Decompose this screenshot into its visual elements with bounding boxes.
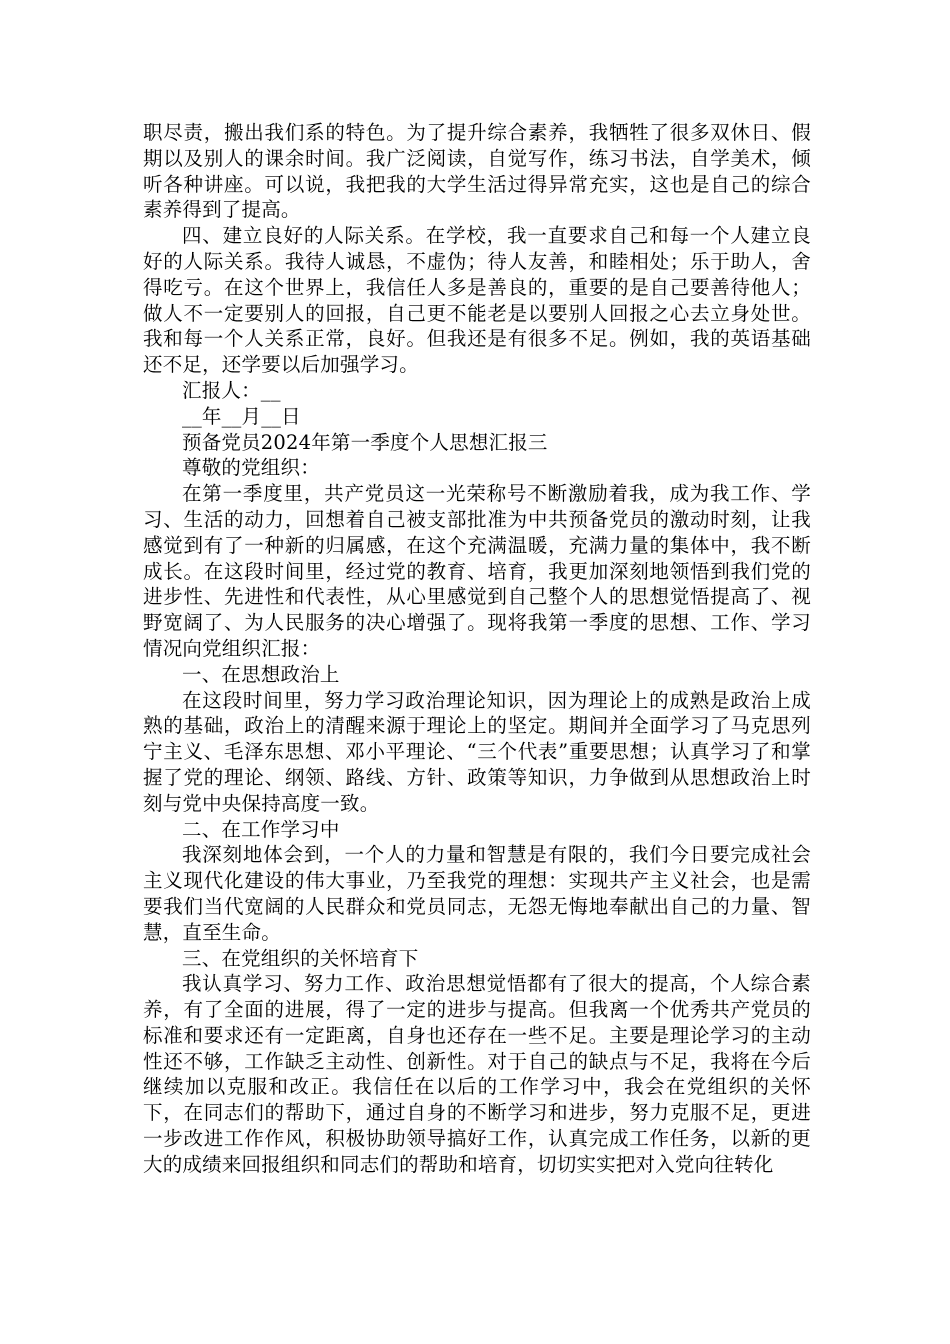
section-heading-care: 三、在党组织的关怀培育下	[182, 946, 419, 970]
salutation: 尊敬的党组织：	[182, 456, 320, 480]
paragraph-interpersonal: 四、建立良好的人际关系。在学校，我一直要求自己和每一个人建立良好的人际关系。我待人诚恳，不虚伪；待人友善，和睦相处；乐于助人，舍得吃亏。在这个世界上，我信任人多是善良的，重要的是自己要善待他人；做人不一定要别人的回报，自己更不能老是以要别人回报之心去立身处世。我和每一个人关系正常，良好。但我还是有很多不足。例如，我的英语基础还不足，还学要以后加强学习。	[143, 224, 811, 377]
reporter-line: 汇报人：__	[182, 378, 281, 402]
report-title: 预备党员2024年第一季度个人思想汇报三	[182, 430, 548, 454]
paragraph-work-study: 我深刻地体会到，一个人的力量和智慧是有限的，我们今日要完成社会主义现代化建设的伟大事业，乃至我党的理想：实现共产主义社会，也是需要我们当代宽阔的人民群众和党员同志，无怨无悔地奉献出自己的力量、智慧，直至生命。	[143, 843, 811, 944]
paragraph-care: 我认真学习、努力工作、政治思想觉悟都有了很大的提高，个人综合素养，有了全面的进展，得了一定的进步与提高。但我离一个优秀共产党员的标准和要求还有一定距离，自身也还存在一些不足。主要是理论学习的主动性还不够，工作缺乏主动性、创新性。对于自己的缺点与不足，我将在今后继续加以克服和改正。我信任在以后的工作学习中，我会在党组织的关怀下，在同志们的帮助下，通过自身的不断学习和进步，努力克服不足，更进一步改进工作作风，积极协助领导搞好工作，认真完成工作任务，以新的更大的成绩来回报组织和同志们的帮助和培育，切切实实把对入党向往转化	[143, 972, 811, 1176]
document-body	[143, 120, 811, 1178]
paragraph-intro: 在第一季度里，共产党员这一光荣称号不断激励着我，成为我工作、学习、生活的动力，回想着自己被支部批准为中共预备党员的激动时刻，让我感觉到有了一种新的归属感，在这个充满温暖，充满力量的集体中，我不断成长。在这段时间里，经过党的教育、培育，我更加深刻地领悟到我们党的进步性、先进性和代表性，从心里感觉到自己整个人的思想觉悟提高了、视野宽阔了、为人民服务的决心增强了。现将我第一季度的思想、工作、学习情况向党组织汇报：	[143, 482, 811, 660]
paragraph-political: 在这段时间里，努力学习政治理论知识，因为理论上的成熟是政治上成熟的基础，政治上的清醒来源于理论上的坚定。期间并全面学习了马克思列宁主义、毛泽东思想、邓小平理论、“三个代表”重要思想；认真学习了和掌握了党的理论、纲领、路线、方针、政策等知识，力争做到从思想政治上时刻与党中央保持高度一致。	[143, 688, 811, 815]
section-heading-political: 一、在思想政治上	[182, 662, 340, 686]
section-heading-work-study: 二、在工作学习中	[182, 817, 340, 841]
date-line: __年__月__日	[182, 404, 301, 428]
paragraph-continuation: 职尽责，搬出我们系的特色。为了提升综合素养，我牺牲了很多双休日、假期以及别人的课余时间。我广泛阅读，自觉写作，练习书法，自学美术，倾听各种讲座。可以说，我把我的大学生活过得异常充实，这也是自己的综合素养得到了提高。	[143, 121, 811, 222]
